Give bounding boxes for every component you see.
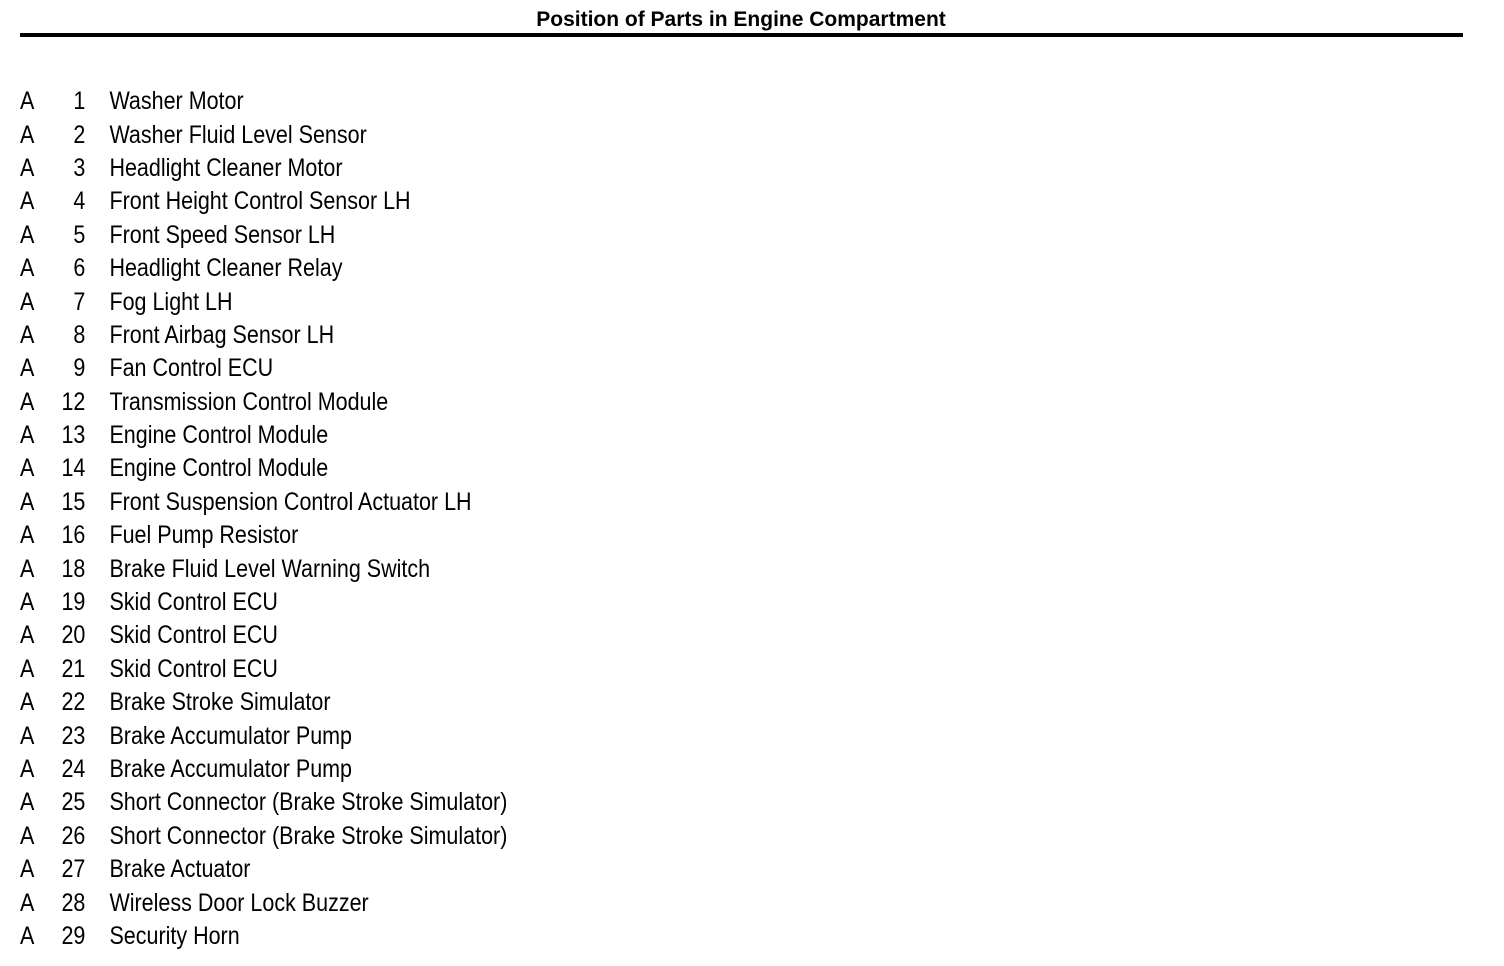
part-number: 2 bbox=[73, 120, 86, 149]
part-number: 27 bbox=[61, 855, 86, 884]
part-number: 13 bbox=[61, 421, 86, 450]
part-number: 29 bbox=[61, 921, 86, 950]
part-number: 16 bbox=[61, 521, 86, 550]
part-location-letter: A bbox=[20, 821, 35, 850]
list-item bbox=[20, 452, 507, 485]
part-location-letter: A bbox=[20, 287, 35, 316]
part-name: Transmission Control Module bbox=[109, 387, 389, 416]
part-name: Short Connector (Brake Stroke Simulator) bbox=[109, 788, 508, 817]
part-name: Fan Control ECU bbox=[109, 354, 274, 383]
part-location-letter: A bbox=[20, 554, 35, 583]
list-item bbox=[20, 920, 507, 953]
part-location-letter: A bbox=[20, 855, 35, 884]
list-item bbox=[20, 853, 507, 886]
part-location-letter: A bbox=[20, 87, 35, 116]
part-name: Front Airbag Sensor LH bbox=[109, 320, 335, 349]
part-location-letter: A bbox=[20, 688, 35, 717]
part-name: Headlight Cleaner Relay bbox=[109, 254, 343, 283]
part-name: Fog Light LH bbox=[109, 287, 233, 316]
part-number: 28 bbox=[61, 888, 86, 917]
list-item bbox=[20, 619, 507, 652]
part-location-letter: A bbox=[20, 153, 35, 182]
part-number: 6 bbox=[73, 254, 86, 283]
part-name: Engine Control Module bbox=[109, 454, 329, 483]
part-location-letter: A bbox=[20, 588, 35, 617]
part-location-letter: A bbox=[20, 921, 35, 950]
part-number: 5 bbox=[73, 220, 86, 249]
list-item bbox=[20, 118, 507, 151]
part-name: Brake Fluid Level Warning Switch bbox=[109, 554, 431, 583]
part-number: 25 bbox=[61, 788, 86, 817]
part-name: Front Height Control Sensor LH bbox=[109, 187, 411, 216]
part-location-letter: A bbox=[20, 387, 35, 416]
part-name: Washer Motor bbox=[109, 87, 244, 116]
part-number: 1 bbox=[73, 87, 86, 116]
list-item bbox=[20, 586, 507, 619]
part-name: Skid Control ECU bbox=[109, 621, 278, 650]
list-item bbox=[20, 486, 507, 519]
part-number: 19 bbox=[61, 588, 86, 617]
part-number: 3 bbox=[73, 153, 86, 182]
list-item bbox=[20, 319, 507, 352]
part-name: Brake Accumulator Pump bbox=[109, 755, 353, 783]
list-item bbox=[20, 285, 507, 318]
part-number: 12 bbox=[61, 387, 86, 416]
list-item bbox=[20, 352, 507, 385]
part-name: Brake Accumulator Pump bbox=[109, 721, 353, 750]
parts-list bbox=[20, 85, 587, 953]
part-number: 9 bbox=[73, 354, 86, 383]
part-name: Brake Actuator bbox=[109, 855, 251, 884]
part-number: 14 bbox=[61, 454, 86, 483]
part-location-letter: A bbox=[20, 487, 35, 516]
part-location-letter: A bbox=[20, 788, 35, 817]
part-number: 24 bbox=[61, 755, 86, 783]
list-item bbox=[20, 686, 507, 719]
list-item bbox=[20, 419, 507, 452]
list-item bbox=[20, 386, 507, 419]
part-number: 7 bbox=[73, 287, 86, 316]
part-name: Front Speed Sensor LH bbox=[109, 220, 336, 249]
list-item bbox=[20, 719, 507, 752]
part-location-letter: A bbox=[20, 888, 35, 917]
part-name: Wireless Door Lock Buzzer bbox=[109, 888, 369, 917]
list-item bbox=[20, 820, 507, 853]
part-name: Front Suspension Control Actuator LH bbox=[109, 487, 472, 516]
part-name: Engine Control Module bbox=[109, 421, 329, 450]
part-location-letter: A bbox=[20, 654, 35, 683]
list-item bbox=[20, 886, 507, 919]
list-item bbox=[20, 185, 507, 218]
part-location-letter: A bbox=[20, 421, 35, 450]
part-location-letter: A bbox=[20, 454, 35, 483]
part-name: Brake Stroke Simulator bbox=[109, 688, 331, 717]
part-number: 15 bbox=[61, 487, 86, 516]
list-item bbox=[20, 219, 507, 252]
part-name: Security Horn bbox=[109, 921, 240, 950]
part-number: 4 bbox=[73, 187, 86, 216]
part-location-letter: A bbox=[20, 254, 35, 283]
list-item bbox=[20, 252, 507, 285]
part-location-letter: A bbox=[20, 521, 35, 550]
part-name: Skid Control ECU bbox=[109, 654, 278, 683]
part-number: 21 bbox=[61, 654, 86, 683]
part-name: Washer Fluid Level Sensor bbox=[109, 120, 367, 149]
part-location-letter: A bbox=[20, 755, 35, 783]
part-number: 26 bbox=[61, 821, 86, 850]
list-item bbox=[20, 786, 507, 819]
part-number: 18 bbox=[61, 554, 86, 583]
part-location-letter: A bbox=[20, 187, 35, 216]
page-title: Position of Parts in Engine Compartment bbox=[536, 8, 946, 31]
part-location-letter: A bbox=[20, 320, 35, 349]
list-item bbox=[20, 519, 507, 552]
part-number: 22 bbox=[61, 688, 86, 717]
part-name: Headlight Cleaner Motor bbox=[109, 153, 343, 182]
list-item bbox=[20, 653, 507, 686]
list-item bbox=[20, 152, 507, 185]
part-number: 8 bbox=[73, 320, 86, 349]
part-location-letter: A bbox=[20, 721, 35, 750]
part-name: Fuel Pump Resistor bbox=[109, 521, 299, 550]
part-number: 23 bbox=[61, 721, 86, 750]
part-location-letter: A bbox=[20, 220, 35, 249]
list-item bbox=[20, 85, 507, 118]
list-item bbox=[20, 753, 507, 786]
title-divider bbox=[20, 33, 1463, 37]
part-location-letter: A bbox=[20, 354, 35, 383]
part-location-letter: A bbox=[20, 621, 35, 650]
list-item bbox=[20, 552, 507, 585]
part-location-letter: A bbox=[20, 120, 35, 149]
part-name: Skid Control ECU bbox=[109, 588, 278, 617]
part-number: 20 bbox=[61, 621, 86, 650]
part-name: Short Connector (Brake Stroke Simulator) bbox=[109, 821, 508, 850]
